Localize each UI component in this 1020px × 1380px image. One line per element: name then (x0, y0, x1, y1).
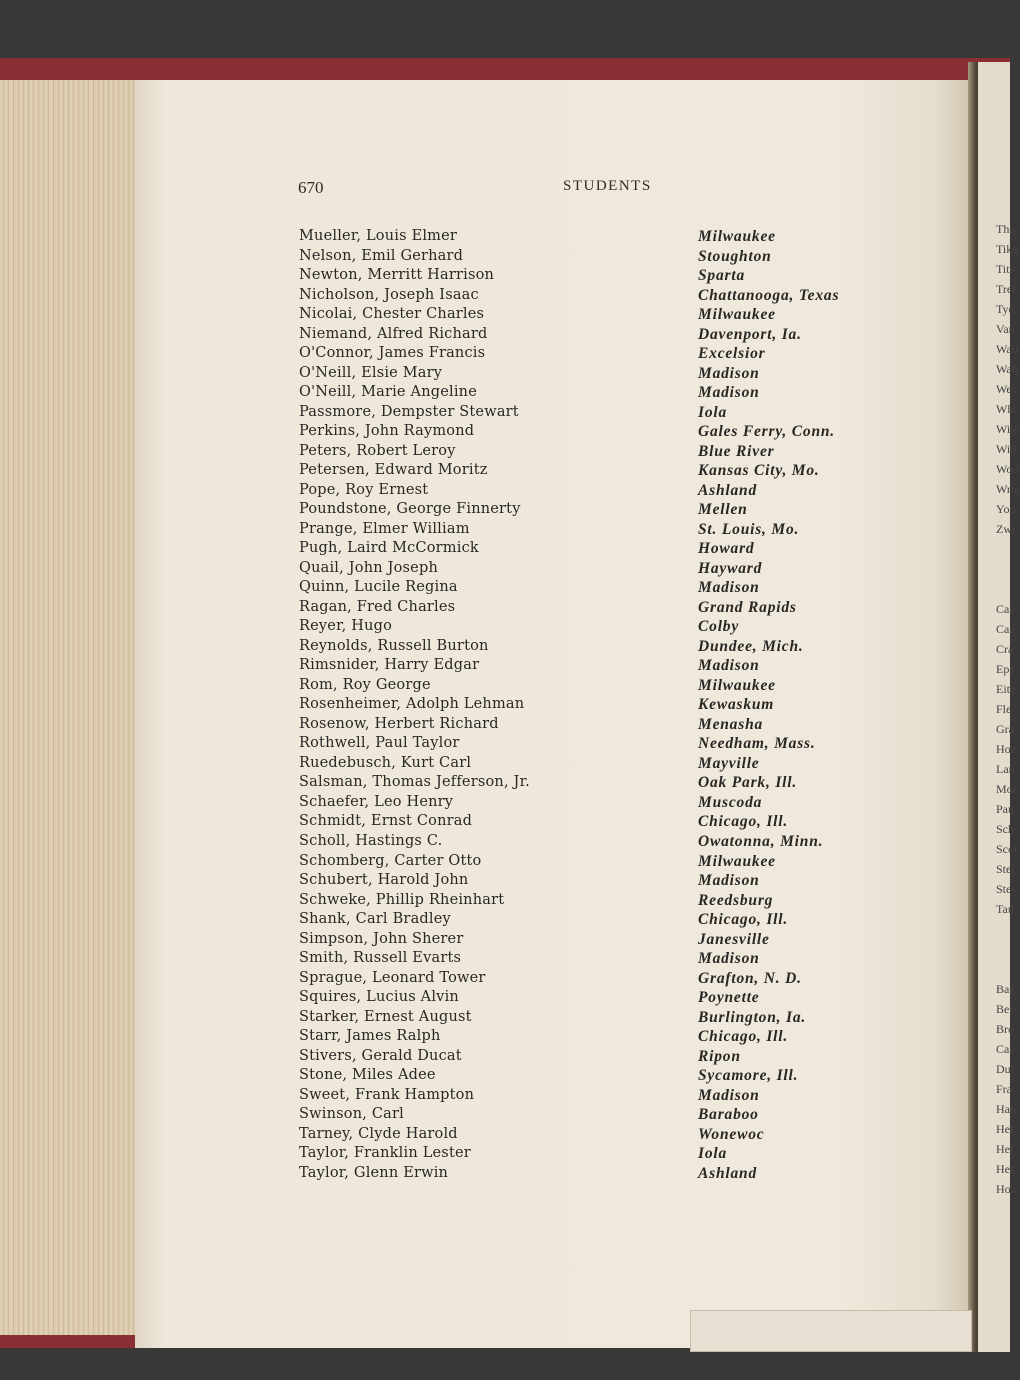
next-page-fragment: Scot (996, 842, 1018, 856)
student-row (299, 1164, 919, 1184)
next-page-fragment: Fra (996, 1082, 1012, 1096)
student-row (299, 1066, 919, 1086)
student-hometown: Muscoda (698, 793, 763, 811)
student-hometown: Owatonna, Minn. (698, 832, 824, 850)
student-row (299, 1086, 919, 1106)
student-hometown: Howard (698, 540, 755, 558)
student-name: Ruedebusch, Kurt Carl (299, 754, 472, 771)
next-page-fragment: Hou (996, 1182, 1017, 1196)
next-page-fragment: Car (996, 1042, 1014, 1056)
student-row (299, 1027, 919, 1047)
next-page-fragment: Tye, (996, 302, 1017, 316)
student-hometown: Excelsior (698, 345, 766, 363)
next-page-fragment: Van (996, 322, 1015, 336)
next-page-edge (978, 62, 1020, 1352)
student-row (299, 481, 919, 501)
student-hometown: Chicago, Ill. (698, 911, 789, 929)
student-name: Peters, Robert Leroy (299, 442, 456, 459)
student-row (299, 695, 919, 715)
student-name: Shank, Carl Bradley (299, 911, 451, 928)
student-hometown: Blue River (698, 442, 775, 460)
next-page-fragment: Tau (996, 902, 1014, 916)
student-row (299, 403, 919, 423)
student-hometown: Ripon (698, 1047, 741, 1065)
student-row (299, 1047, 919, 1067)
next-page-fragment: Cau (996, 622, 1016, 636)
student-hometown: Madison (698, 384, 760, 402)
student-name: Squires, Lucius Alvin (299, 989, 459, 1006)
student-hometown: Sparta (698, 267, 746, 285)
next-page-fragment: You (996, 502, 1016, 516)
student-hometown: Grafton, N. D. (698, 969, 802, 987)
student-row (299, 891, 919, 911)
student-name: Sprague, Leonard Tower (299, 969, 486, 986)
student-row (299, 461, 919, 481)
next-page-fragment: Wile (996, 422, 1019, 436)
student-hometown: Needham, Mass. (698, 735, 816, 753)
student-hometown: Milwaukee (698, 306, 776, 324)
student-hometown: Grand Rapids (698, 598, 797, 616)
student-hometown: Madison (698, 579, 760, 597)
student-name: Taylor, Franklin Lester (299, 1145, 471, 1162)
next-page-fragment: Cra (996, 642, 1014, 656)
student-row (299, 1144, 919, 1164)
student-name: Petersen, Edward Moritz (299, 462, 488, 479)
next-page-fragment: Gra (996, 722, 1014, 736)
next-page-fragment: Hel (996, 1142, 1014, 1156)
student-hometown: Ashland (698, 1164, 758, 1182)
student-row (299, 676, 919, 696)
student-hometown: Iola (698, 403, 728, 421)
student-hometown: Ashland (698, 481, 758, 499)
student-hometown: Madison (698, 1086, 760, 1104)
student-hometown: Colby (698, 618, 740, 636)
next-page-fragment: Tree (996, 282, 1018, 296)
next-page-fragment: Eps (996, 662, 1014, 676)
next-page-fragment: Her (996, 1162, 1014, 1176)
student-row (299, 520, 919, 540)
student-name: Scholl, Hastings C. (299, 832, 443, 849)
next-page-fragment: Bak (996, 982, 1016, 996)
student-row (299, 930, 919, 950)
next-page-fragment: Eite (996, 682, 1016, 696)
student-hometown: Madison (698, 950, 760, 968)
next-page-fragment: Wrig (996, 482, 1020, 496)
student-hometown: Chattanooga, Texas (698, 286, 840, 304)
student-name: Schmidt, Ernst Conrad (299, 813, 473, 830)
next-page-fragment: Stel (996, 862, 1015, 876)
next-page-fragment: Hoe (996, 742, 1016, 756)
student-name: Pugh, Laird McCormick (299, 540, 479, 557)
student-name: Mueller, Louis Elmer (299, 228, 458, 244)
student-row (299, 1125, 919, 1145)
next-page-fragment: Zwi (996, 522, 1016, 536)
student-row (299, 286, 919, 306)
student-name: Nicholson, Joseph Isaac (299, 286, 479, 303)
next-page-fragment: Tits (996, 262, 1015, 276)
student-name: Perkins, John Raymond (299, 423, 475, 440)
next-page-fragment: Mor (996, 782, 1017, 796)
student-name: Swinson, Carl (299, 1106, 404, 1123)
next-page-fragment: Witl (996, 442, 1017, 456)
student-name: Prange, Elmer William (299, 520, 470, 537)
student-row (299, 656, 919, 676)
student-hometown: Milwaukee (698, 228, 776, 245)
student-name: Poundstone, George Finnerty (299, 501, 521, 518)
student-name: Rosenheimer, Adolph Lehman (299, 696, 525, 713)
student-hometown: Baraboo (698, 1106, 759, 1124)
student-row (299, 559, 919, 579)
student-row (299, 305, 919, 325)
next-page-fragment: Fle (996, 702, 1012, 716)
student-name: O'Neill, Marie Angeline (299, 384, 477, 401)
student-row (299, 539, 919, 559)
next-page-fragment: Car (996, 602, 1014, 616)
student-row (299, 637, 919, 657)
next-page-fragment: Sch (996, 822, 1014, 836)
student-name: Quail, John Joseph (299, 559, 438, 576)
student-hometown: Madison (698, 364, 760, 382)
student-name: O'Connor, James Francis (299, 345, 486, 362)
next-page-fragment: Ber (996, 1002, 1014, 1016)
student-name: Smith, Russell Evarts (299, 950, 462, 967)
page-edges (0, 80, 150, 1335)
student-row (299, 344, 919, 364)
student-row (299, 325, 919, 345)
student-hometown: Chicago, Ill. (698, 1028, 789, 1046)
student-row (299, 988, 919, 1008)
student-hometown: Mayville (698, 754, 760, 772)
student-row (299, 364, 919, 384)
student-name: Tarney, Clyde Harold (299, 1125, 458, 1142)
student-hometown: Stoughton (698, 247, 772, 265)
student-name: Starr, James Ralph (299, 1028, 441, 1045)
student-hometown: Dundee, Mich. (698, 637, 804, 655)
student-hometown: Kansas City, Mo. (698, 462, 820, 480)
student-row (299, 247, 919, 267)
student-name: Schweke, Phillip Rheinhart (299, 891, 505, 908)
next-page-fragment: Bro (996, 1022, 1014, 1036)
next-page-fragment: Wab (996, 342, 1018, 356)
student-name: Newton, Merritt Harrison (299, 267, 495, 284)
student-row (299, 949, 919, 969)
next-page-fragment: Wes (996, 382, 1017, 396)
student-name: Rothwell, Paul Taylor (299, 735, 460, 752)
student-hometown: Wonewoc (698, 1125, 765, 1143)
next-page-fragment: Dur (996, 1062, 1015, 1076)
student-name: Taylor, Glenn Erwin (299, 1164, 449, 1181)
student-hometown: Reedsburg (698, 891, 774, 909)
student-name: Simpson, John Sherer (299, 930, 464, 947)
student-name: Salsman, Thomas Jefferson, Jr. (299, 774, 530, 791)
next-page-fragment: Pau (996, 802, 1014, 816)
student-name: Rom, Roy George (299, 676, 431, 693)
next-page-fragment: Tho (996, 222, 1016, 236)
student-row (299, 969, 919, 989)
next-page-fragment: Stev (996, 882, 1018, 896)
student-hometown: Janesville (698, 930, 770, 948)
student-name: Niemand, Alfred Richard (299, 325, 488, 342)
student-row (299, 754, 919, 774)
student-hometown: Kewaskum (698, 696, 775, 714)
student-hometown: Menasha (698, 715, 764, 733)
student-hometown: Burlington, Ia. (698, 1008, 807, 1026)
student-row (299, 812, 919, 832)
student-name: Nicolai, Chester Charles (299, 306, 485, 323)
student-name: Ragan, Fred Charles (299, 598, 456, 615)
student-name: Quinn, Lucile Regina (299, 579, 458, 596)
page-number: 670 (298, 178, 324, 197)
student-row (299, 227, 919, 247)
student-name: Reyer, Hugo (299, 618, 393, 635)
student-row (299, 832, 919, 852)
student-row (299, 617, 919, 637)
student-row (299, 422, 919, 442)
student-row (299, 773, 919, 793)
student-name: Starker, Ernest August (299, 1008, 472, 1025)
student-hometown: Iola (698, 1145, 728, 1163)
student-hometown: Chicago, Ill. (698, 813, 789, 831)
next-page-fragment: Hel (996, 1122, 1014, 1136)
student-hometown: Milwaukee (698, 676, 776, 694)
student-row (299, 1008, 919, 1028)
student-row (299, 715, 919, 735)
student-hometown: Sycamore, Ill. (698, 1067, 799, 1085)
student-hometown: Hayward (698, 559, 763, 577)
student-row (299, 442, 919, 462)
student-name: Reynolds, Russell Burton (299, 637, 489, 654)
student-hometown: Mellen (698, 501, 748, 519)
student-name: Schaefer, Leo Henry (299, 793, 454, 810)
page-tab (690, 1310, 972, 1352)
student-row (299, 793, 919, 813)
student-hometown: Davenport, Ia. (698, 325, 802, 343)
student-hometown: Poynette (698, 989, 760, 1007)
student-list (299, 227, 919, 1183)
student-row (299, 910, 919, 930)
student-row (299, 734, 919, 754)
student-hometown: Milwaukee (698, 852, 776, 870)
next-page-fragment: Woo (996, 462, 1019, 476)
next-page-fragment: Walt (996, 362, 1019, 376)
running-head: STUDENTS (563, 178, 652, 194)
student-name: Sweet, Frank Hampton (299, 1086, 475, 1103)
student-hometown: Oak Park, Ill. (698, 774, 798, 792)
next-page-fragment: Lan (996, 762, 1015, 776)
student-row (299, 852, 919, 872)
student-row (299, 598, 919, 618)
student-name: Stivers, Gerald Ducat (299, 1047, 462, 1064)
student-row (299, 266, 919, 286)
student-hometown: Gales Ferry, Conn. (698, 423, 835, 441)
next-page-fragment: Han (996, 1102, 1016, 1116)
student-name: Nelson, Emil Gerhard (299, 247, 464, 264)
student-row (299, 871, 919, 891)
student-hometown: Madison (698, 872, 760, 890)
student-hometown: Madison (698, 657, 760, 675)
student-name: O'Neill, Elsie Mary (299, 364, 443, 381)
student-row (299, 578, 919, 598)
student-row (299, 1105, 919, 1125)
student-name: Rosenow, Herbert Richard (299, 715, 499, 732)
student-name: Rimsnider, Harry Edgar (299, 657, 480, 674)
student-hometown: St. Louis, Mo. (698, 520, 800, 538)
next-page-fragment: Tika (996, 242, 1018, 256)
student-row (299, 383, 919, 403)
student-name: Stone, Miles Adee (299, 1067, 436, 1084)
student-row (299, 500, 919, 520)
student-name: Pope, Roy Ernest (299, 481, 429, 498)
student-name: Passmore, Dempster Stewart (299, 403, 519, 420)
student-name: Schomberg, Carter Otto (299, 852, 482, 869)
student-name: Schubert, Harold John (299, 872, 469, 889)
next-page-fragment: Whi (996, 402, 1017, 416)
